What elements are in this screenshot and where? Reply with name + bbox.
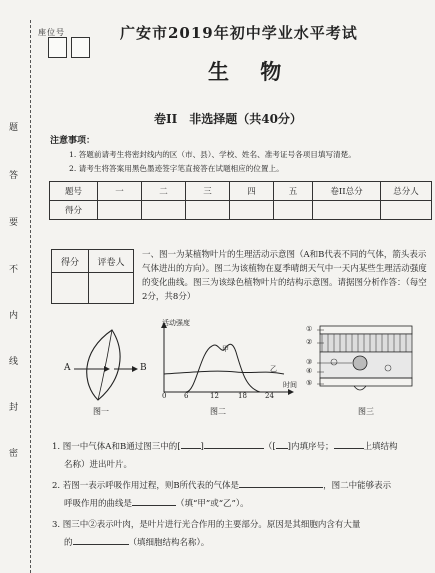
x-axis-label: 时间 [283, 381, 297, 389]
side-char: 不 [9, 265, 19, 275]
score-header: 三 [186, 182, 230, 201]
structure-label: ④ [306, 367, 313, 375]
question-1-cont: 名称）进出叶片。 [64, 460, 133, 470]
answer-blank[interactable] [204, 448, 264, 449]
question-stem: 一、图一为某植物叶片的生理活动示意图（A和B代表不同的气体，箭头表示气体进出的方向）。图二为该植物在夏季晴朗天气中一天内某些生理活动强度的变化曲线。图三为该绿色植物叶片的结构示意图。请据图分析作答：（每空2分，共8分） [142, 250, 427, 302]
structure-label: ⑤ [306, 379, 313, 387]
x-tick: 6 [184, 392, 189, 400]
question-1-line: 1. 图一中气体A和B通过图三中的[ ] （[ ]内填序号； 上填结构 [52, 442, 398, 452]
figure-one-caption: 图一 [93, 407, 109, 416]
question-3-cont: 的 （填细胞结构名称）。 [64, 538, 210, 548]
score-cell[interactable] [230, 201, 274, 220]
structure-label: ② [306, 338, 313, 346]
binding-margin [0, 0, 34, 573]
figures [60, 319, 430, 420]
seat-number-boxes [48, 37, 90, 58]
score-header: 一 [98, 182, 142, 201]
notice-heading: 注意事项： [50, 136, 96, 146]
seat-box[interactable] [48, 37, 67, 58]
side-char: 线 [9, 357, 19, 367]
curve-yi-label: 乙 [270, 365, 277, 373]
answer-blank[interactable] [73, 544, 129, 545]
question-3-line: 3. 图三中②表示叶肉，是叶片进行光合作用的主要部分。原因是其细胞内含有大量 [52, 520, 361, 530]
score-header: 五 [274, 182, 313, 201]
x-tick: 24 [265, 392, 274, 400]
exam-title: 广安市2019年初中学业水平考试 [120, 24, 358, 42]
score-cell[interactable] [313, 201, 381, 220]
seal-line [30, 20, 31, 573]
question-2-cont: 呼吸作用的曲线是 （填“甲”或“乙”）。 [64, 499, 249, 509]
side-char: 要 [9, 218, 19, 228]
side-char: 封 [9, 403, 19, 413]
notice-line: 1. 答题前请考生将密封线内的区（市、县）、学校、姓名、准考证号各项目填写清楚。 [69, 150, 356, 159]
figure-one-leaf [60, 322, 150, 402]
score-header: 二 [142, 182, 186, 201]
section-title: 卷II 非选择题（共40分） [154, 112, 302, 126]
score-header: 四 [230, 182, 274, 201]
side-char: 内 [9, 311, 19, 321]
grader-reviewer-cell[interactable] [89, 273, 134, 304]
score-header: 卷II总分 [313, 182, 381, 201]
score-header: 总分人 [381, 182, 432, 201]
answer-blank[interactable] [276, 448, 288, 449]
score-row-label: 得分 [50, 201, 98, 220]
side-char: 密 [9, 449, 19, 459]
score-cell[interactable] [186, 201, 230, 220]
score-cell[interactable] [142, 201, 186, 220]
label-a: A [64, 363, 71, 373]
grader-score-cell[interactable] [52, 273, 89, 304]
score-cell[interactable] [381, 201, 432, 220]
seat-box[interactable] [71, 37, 90, 58]
grader-table [51, 249, 134, 304]
score-cell[interactable] [98, 201, 142, 220]
side-char: 题 [9, 123, 19, 133]
answer-blank[interactable] [239, 487, 323, 488]
score-cell[interactable] [274, 201, 313, 220]
grader-reviewer-label: 评卷人 [89, 250, 134, 273]
curve-jia-label: 甲 [222, 345, 229, 353]
side-char: 答 [9, 171, 19, 181]
subject-title: 生 物 [208, 59, 294, 84]
figure-two-curves [156, 322, 296, 402]
x-tick: 12 [210, 392, 219, 400]
figure-three-leaf-section [308, 322, 418, 400]
notice-line: 2. 请考生将答案用黑色墨迹签字笔直接答在试题相应的位置上。 [69, 164, 284, 173]
answer-blank[interactable] [181, 448, 201, 449]
figure-two-caption: 图二 [210, 407, 226, 416]
y-axis-label: 活动强度 [162, 319, 190, 327]
structure-label: ③ [306, 358, 313, 366]
label-b: B [140, 363, 147, 373]
score-header: 题号 [50, 182, 98, 201]
grader-score-label: 得分 [52, 250, 89, 273]
structure-label: ① [306, 325, 313, 333]
answer-blank[interactable] [334, 448, 364, 449]
figure-three-caption: 图三 [358, 407, 374, 416]
x-tick: 0 [162, 392, 167, 400]
score-table [49, 181, 432, 220]
question-2-line: 2. 若图一表示呼吸作用过程，则B所代表的气体是 ，图二中能够表示 [52, 481, 392, 491]
seat-label: 座位号 [38, 28, 65, 37]
x-tick: 18 [238, 392, 247, 400]
answer-blank[interactable] [132, 505, 176, 506]
